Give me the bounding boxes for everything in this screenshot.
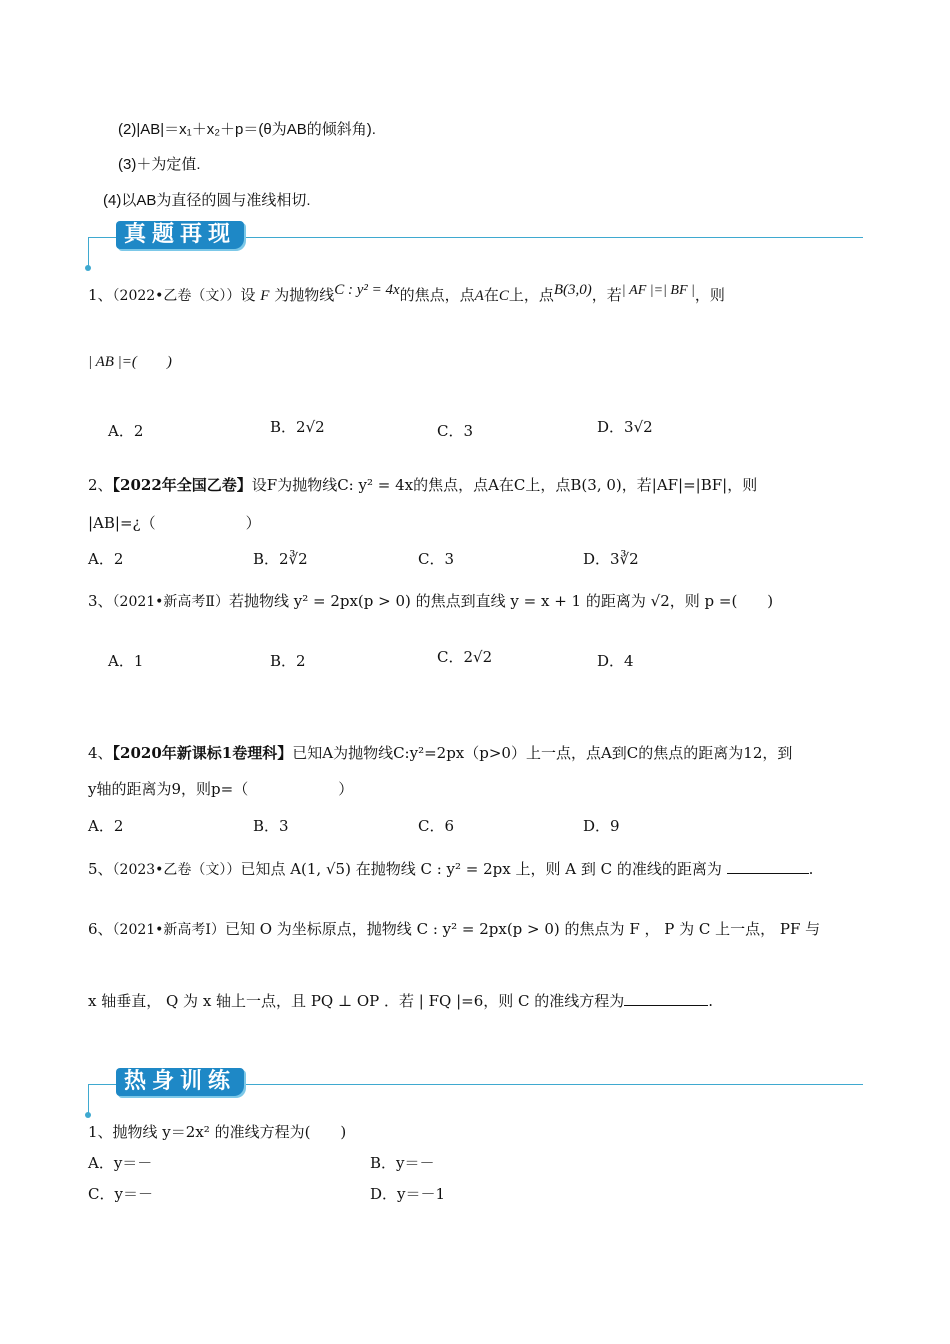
question-4-line2: y轴的距离为9，则p=（ ） (88, 780, 354, 798)
question-2-line2: |AB|=¿（ ） (88, 514, 261, 532)
question-6-line1: 6、（2021•新高考Ⅰ）已知 O 为坐标原点，抛物线 C : y² = 2px(p > 0) 的焦点为 F ， P 为 C 上一点， PF 与 (88, 920, 821, 938)
q4-option-b[interactable]: B．3 (253, 817, 289, 835)
q1-option-d[interactable]: D．3√2 (597, 418, 653, 436)
q2-option-a[interactable]: A．2 (88, 550, 124, 568)
section-title: 真题再现 (116, 221, 244, 249)
banner-rule-vertical (88, 237, 89, 267)
answer-blank[interactable] (624, 991, 708, 1006)
warmup-option-a[interactable]: A．y＝－ (88, 1154, 153, 1172)
banner-dot (85, 265, 91, 271)
question-1-line1: 1、（2022•乙卷（文））设 F 为抛物线C : y² = 4x的焦点，点A在C上，点B(3,0)，若| AF |=| BF |，则 (88, 282, 725, 304)
warmup-option-b[interactable]: B．y＝－ (370, 1154, 435, 1172)
property-3: (3)＋为定值. (118, 156, 201, 173)
q1-option-a[interactable]: A．2 (108, 422, 144, 440)
q2-option-d[interactable]: D．3∛2 (583, 550, 639, 568)
q4-option-c[interactable]: C．6 (418, 817, 455, 835)
property-4: (4)以AB为直径的圆与准线相切. (103, 192, 311, 209)
q3-option-a[interactable]: A．1 (108, 652, 144, 670)
q4-option-d[interactable]: D．9 (583, 817, 620, 835)
q3-option-c[interactable]: C．2√2 (437, 648, 493, 666)
question-2-line1: 2、【2022年全国乙卷】设F为抛物线C: y² = 4x的焦点，点A在C上，点B(3, 0)，若|AF|=|BF|，则 (88, 476, 758, 494)
answer-blank[interactable] (727, 859, 809, 874)
warmup-option-c[interactable]: C．y＝－ (88, 1185, 153, 1203)
question-5-line1: 5、（2023•乙卷（文））已知点 A(1, √5) 在抛物线 C : y² = 2px 上，则 A 到 C 的准线的距离为 . (88, 860, 814, 878)
q1-option-c[interactable]: C．3 (437, 422, 474, 440)
section-banner-warmup (88, 1066, 863, 1116)
q3-option-d[interactable]: D．4 (597, 652, 634, 670)
q2-option-c[interactable]: C．3 (418, 550, 455, 568)
question-3-line1: 3、（2021•新高考Ⅱ）若抛物线 y² = 2px(p > 0) 的焦点到直线 y = x + 1 的距离为 √2，则 p =( ) (88, 592, 774, 610)
q4-option-a[interactable]: A．2 (88, 817, 124, 835)
question-4-line1: 4、【2020年新课标1卷理科】已知A为抛物线C:y²=2px（p>0）上一点，点A到C的焦点的距离为12，到 (88, 744, 793, 762)
warmup-option-d[interactable]: D．y＝－1 (370, 1185, 446, 1203)
section-banner-real-exam (88, 219, 863, 269)
q3-option-b[interactable]: B．2 (270, 652, 306, 670)
q1-option-b[interactable]: B．2√2 (270, 418, 325, 436)
question-6-line2: x 轴垂直， Q 为 x 轴上一点，且 PQ ⊥ OP ．若 | FQ |=6，则 C 的准线方程为 . (88, 992, 714, 1010)
q2-option-b[interactable]: B．2∛2 (253, 550, 308, 568)
property-2: (2)|AB|＝x₁＋x₂＋p＝(θ为AB的倾斜角). (118, 121, 376, 138)
banner-dot (85, 1112, 91, 1118)
warmup-question-1: 1、抛物线 y＝2x² 的准线方程为( ) (88, 1123, 347, 1141)
section-title: 热身训练 (116, 1068, 244, 1096)
banner-rule-vertical (88, 1084, 89, 1114)
question-1-ask: | AB |=( ) (88, 354, 172, 370)
